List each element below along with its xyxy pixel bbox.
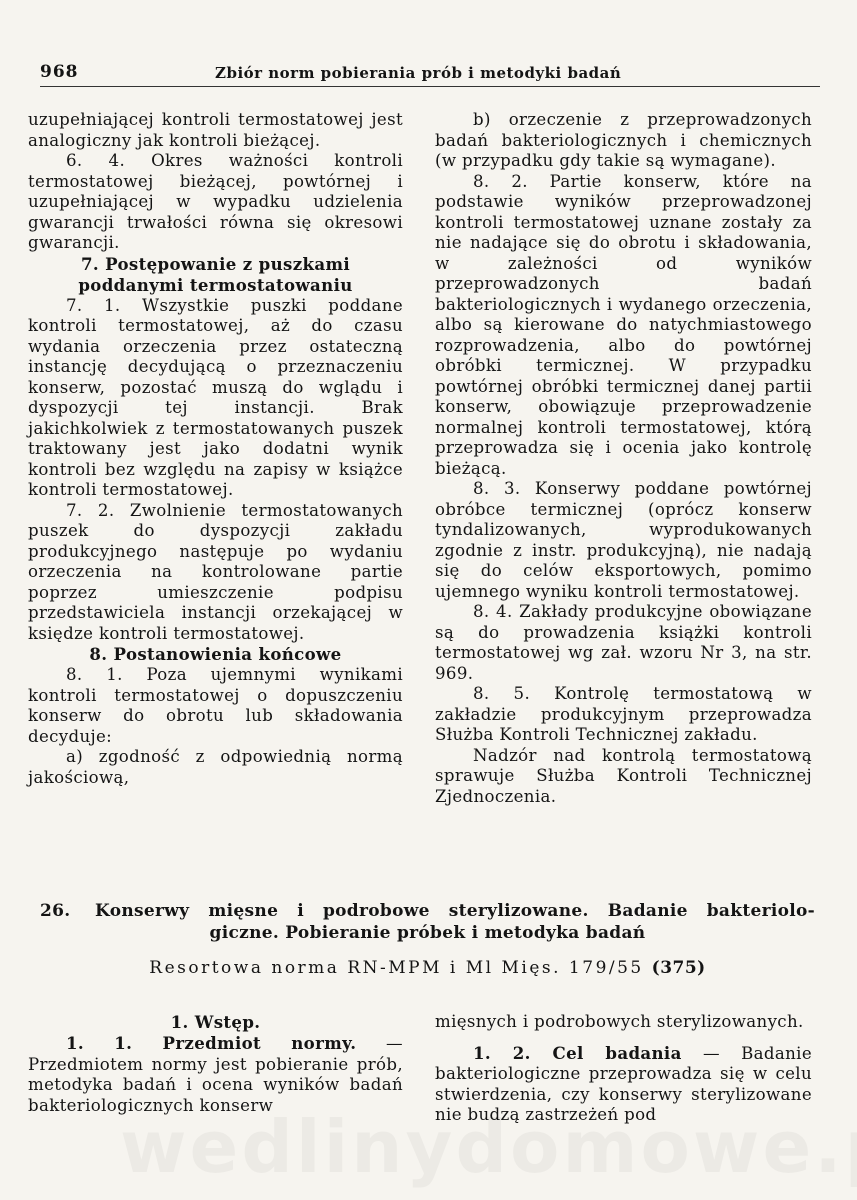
paragraph: 8. 2. Partie konserw, które na podstawie wyników przeprowadzonej kontroli termostatowej uznane zostały za nie nadające się do obrotu i składowania, w zależności od wyników przeprowadzonych badań bakteriologicznych i wydanego orzeczenia, albo są kierowane do natychmiastowego rozprowadzenia, albo do powtórnej obróbki termicznej. W przypadku powtórnej obróbki termicznej danej partii konserw, obowiązuje przeprowadzenie normalnej kontroli termostatowej, którą przeprowadza się i ocenia jako kontrolę bieżącą. — [435, 171, 812, 478]
paragraph — [28, 1033, 403, 1116]
paragraph-lead: 1. 2. Cel badania — [473, 1042, 682, 1063]
section-heading: 8. Postanowienia końcowe — [89, 644, 342, 664]
paragraph: b) orzeczenie z przeprowadzonych badań bakteriologicznych i chemicznych (w przypadku gdy takie są wymagane). — [435, 110, 812, 170]
paragraph: 8. 4. Zakłady produkcyjne obowiązane są do prowadzenia książki kontroli termostatowej wg zał. wzoru Nr 3, na str. 969. — [435, 602, 812, 683]
paragraph: a) zgodność z odpowiednią normą jakościową, — [28, 747, 403, 787]
paragraph: 6. 4. Okres ważności kontroli termostatowej bieżącej, powtórnej i uzupełniającej w wypadku udzielenia gwarancji trwałości równa się okresowi gwarancji. — [28, 151, 403, 252]
paragraph: 8. 5. Kontrolę termostatową w zakładzie produkcyjnym przeprowadza Służba Kontroli Technicznej zakładu. — [435, 684, 812, 744]
paragraph-lead: 1. 1. Przedmiot normy. — [66, 1033, 357, 1053]
paragraph-text: — Przedmiotem normy jest pobieranie prób, metodyka badań i ocena wyników badań bakteriologicznych konserw — [28, 1034, 403, 1115]
section-title-line-2: giczne. Pobieranie próbek i metodyka badań — [209, 923, 646, 943]
paragraph: Nadzór nad kontrolą termostatową sprawuje Służba Kontroli Technicznej Zjednoczenia. — [435, 745, 812, 806]
paragraph: 7. 1. Wszystkie puszki poddane kontroli termostatowej, aż do czasu wydania orzeczenia przez ostateczną instancję decydującą o przeznaczeniu konserw, pozostać muszą do wglądu i dyspozycji tej instancji. Brak jakichkolwiek z termostatowanych puszek traktowany jest jako dodatni wynik kontroli bez względu na zapisy w książce kontroli termostatowej. — [28, 295, 403, 499]
bottom-left-column — [28, 1012, 403, 1116]
running-title: Zbiór norm pobierania prób i metodyki badań — [215, 64, 622, 82]
norm-number: (375) — [651, 958, 706, 978]
left-column — [28, 110, 403, 788]
section-heading: 1. Wstęp. — [170, 1012, 261, 1032]
section-heading: 7. Postępowanie z puszkami poddanymi termostatowaniu — [78, 253, 353, 295]
section-title-line-1: Konserwy mięsne i podrobowe sterylizowane. Badanie bakteriolo- — [95, 901, 815, 921]
norm-name: Resortowa norma RN-MPM i Ml Mięs. 179/55 — [149, 958, 644, 978]
page-number: 968 — [40, 62, 79, 82]
paragraph: 7. 2. Zwolnienie termostatowanych puszek do dyspozycji zakładu produkcyjnego następuje po wydaniu orzeczenia na kontrolowane partie poprzez umieszczenie podpisu przedstawiciela instancji orzekającej w księdze kontroli termostatowej. — [28, 500, 403, 643]
paragraph: 8. 3. Konserwy poddane powtórnej obróbce termicznej (oprócz konserw tyndalizowanych, wyprodukowanych zgodnie z instr. produkcyjną), nie nadają się do celów eksportowych, pomimo ujemnego wyniku kontroli termostatowej. — [435, 479, 812, 601]
section-number: 26. — [40, 901, 71, 921]
paragraph: uzupełniającej kontroli termostatowej jest analogiczny jak kontroli bieżącej. — [28, 110, 403, 150]
norm-reference — [40, 958, 815, 978]
paragraph: 8. 1. Poza ujemnymi wynikami kontroli termostatowej o dopuszczeniu konserw do obrotu lub składowania decyduje: — [28, 665, 403, 746]
right-column — [435, 110, 812, 807]
watermark — [120, 1105, 857, 1189]
paragraph-text: — Badanie bakteriologiczne przeprowadza się w celu stwierdzenia, czy konserwy sterylizowane nie budzą zastrzeżeń pod — [435, 1043, 813, 1124]
page-header — [40, 60, 820, 87]
paragraph: mięsnych i podrobowych sterylizowanych. — [435, 1012, 804, 1031]
